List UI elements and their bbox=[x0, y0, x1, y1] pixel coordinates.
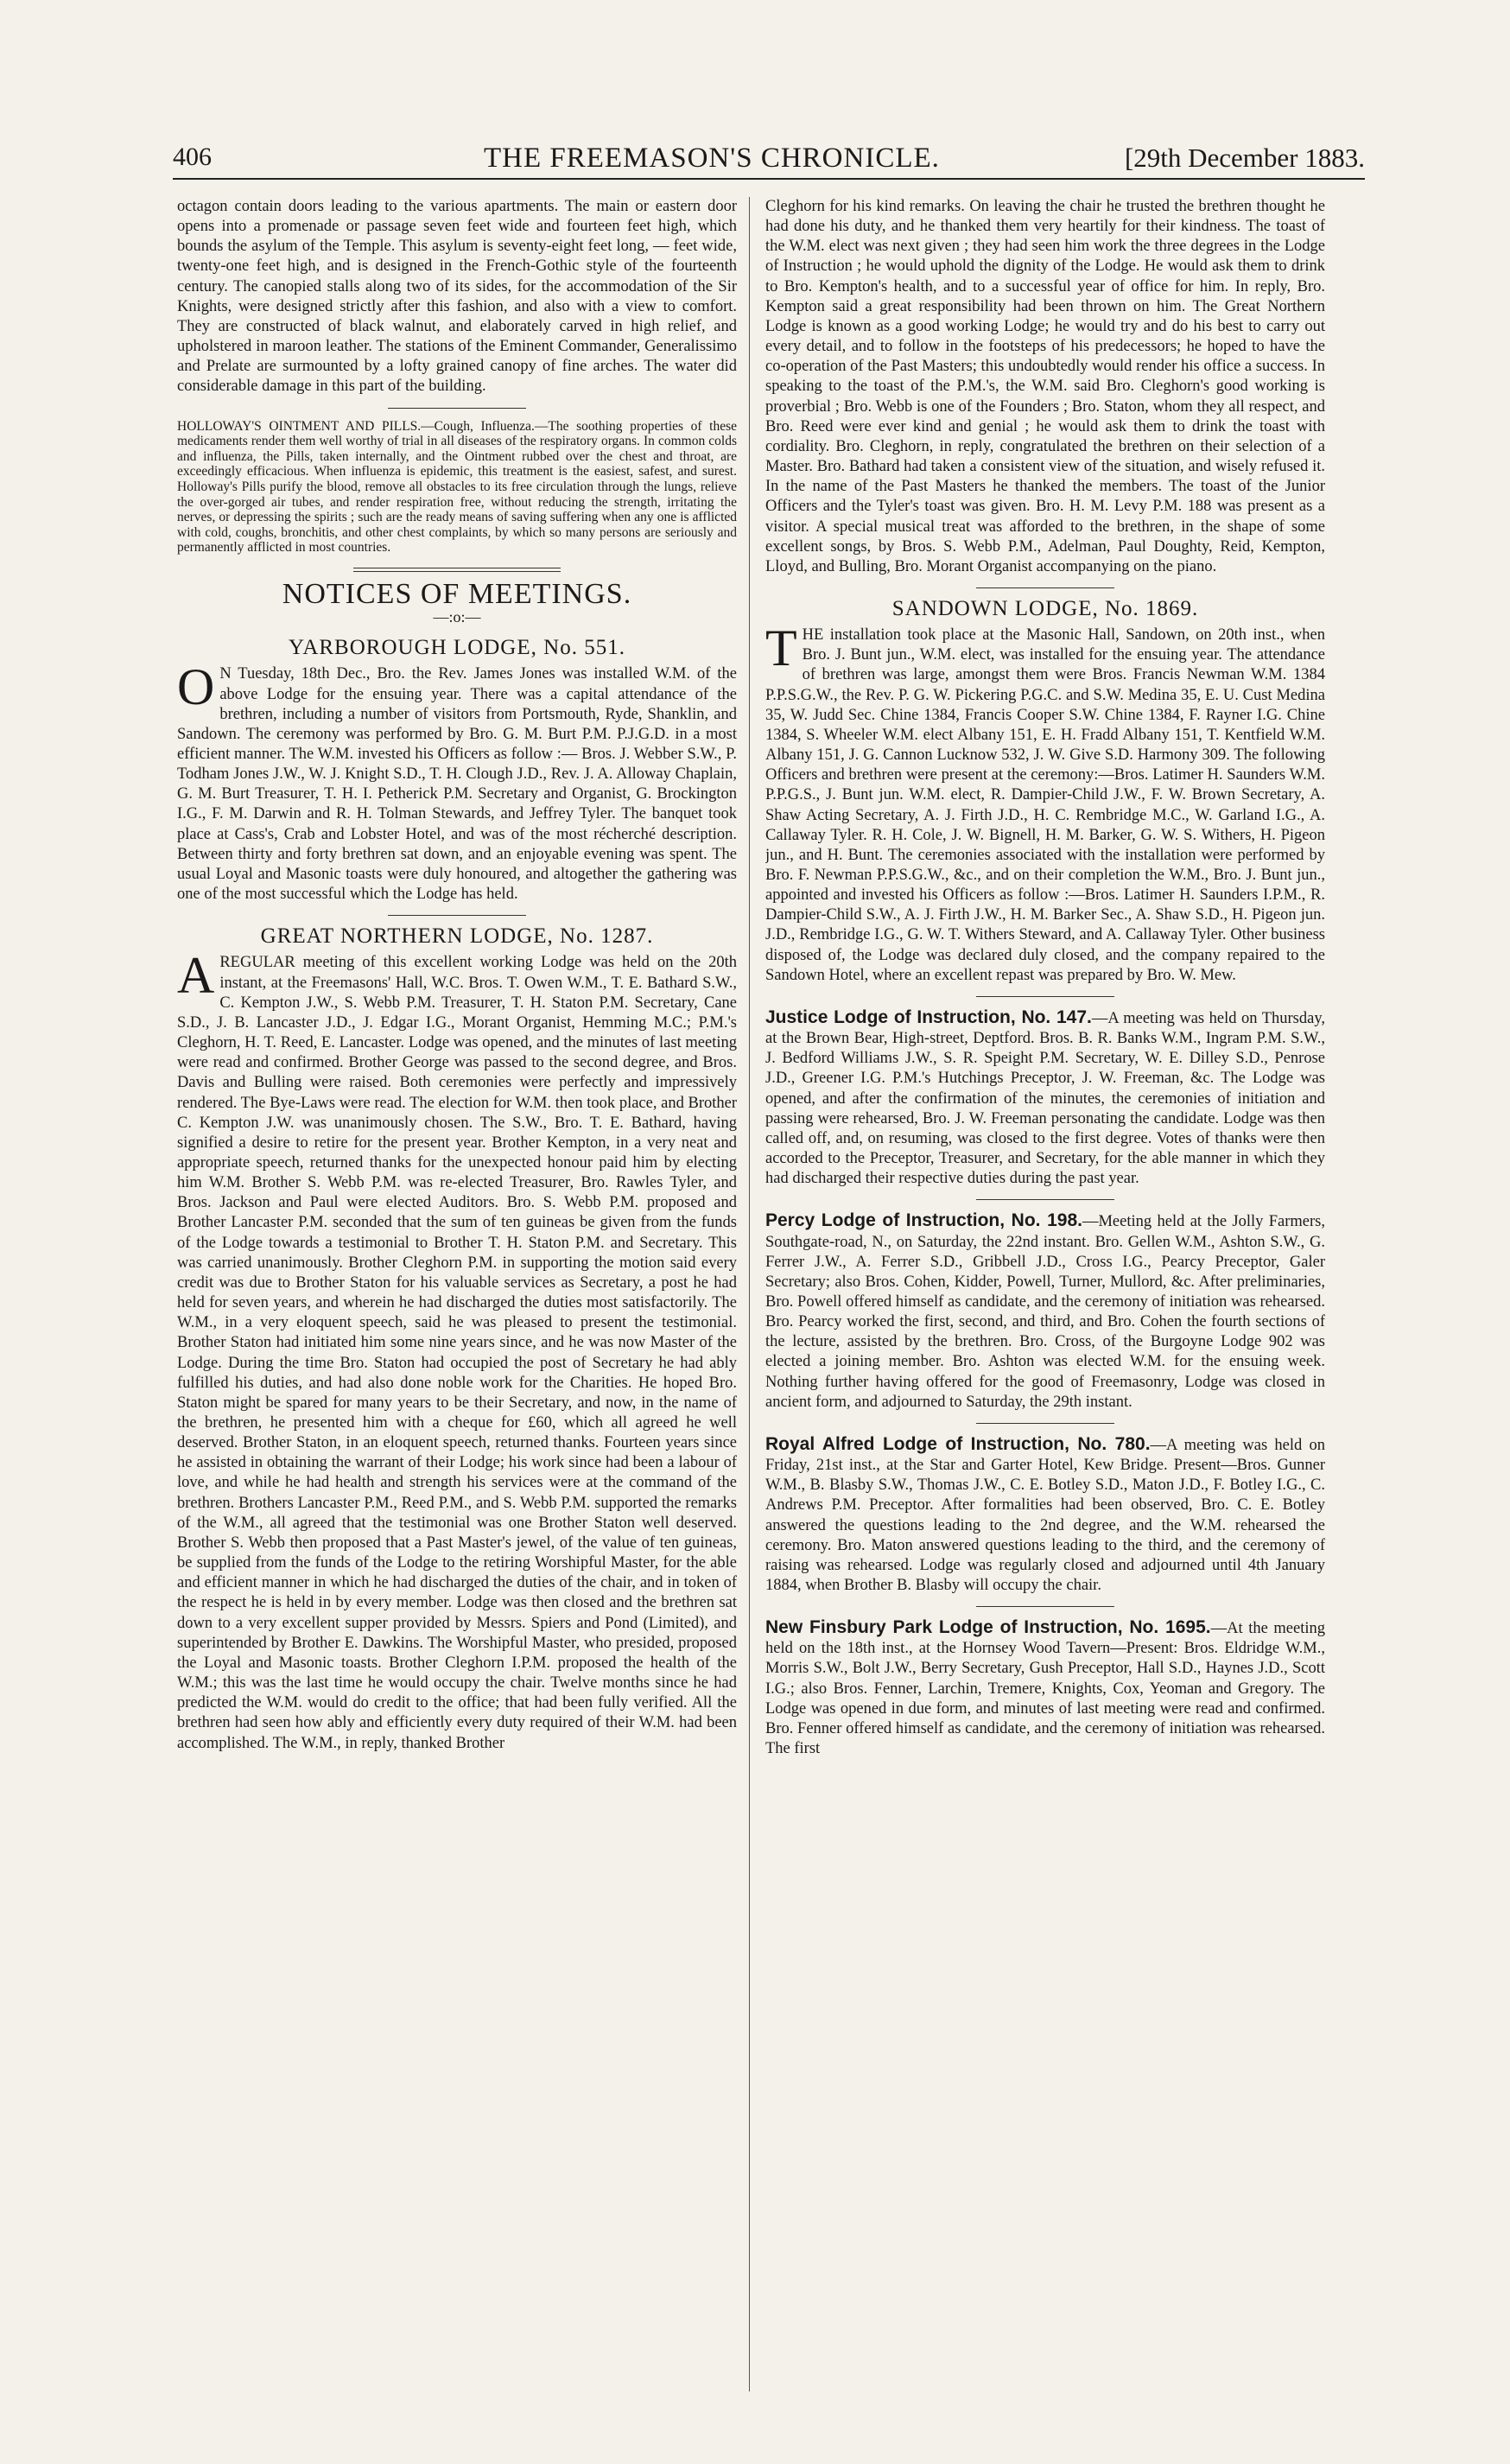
new-finsbury-park-text: —At the meeting held on the 18th inst., at the Hornsey Wood Tavern—Present: Bros. Eldridge W.M., Morris S.W., Bolt J.W., Berry Secretary, Gush Preceptor, Hall S.D., Haynes J.D., Scott I.G.; also Bros. Fenner, Larchin, Tremere, Knights, Cox, Yeoman and Gregory. The Lodge was opened in due form, and minutes of last meeting were read and confirmed. Bro. Fenner offered himself as candidate, and the ceremony of initiation was rehearsed. The first bbox=[765, 1620, 1325, 1758]
page-number: 406 bbox=[173, 143, 212, 171]
great-northern-lodge-report bbox=[177, 947, 737, 1753]
rule bbox=[388, 915, 526, 916]
royal-alfred-text: —A meeting was held on Friday, 21st inst., at the Star and Garter Hotel, Kew Bridge. Present—Bros. Gunner W.M., B. Blasby S.W., Thomas J.W., C. E. Botley S.D., Maton J.D., F. Botley I.G., C. Andrews P.M. Preceptor. After formalities had been observed, Bro. C. E. Botley answered the questions leading to the 2nd degree, and the W.M. rehearsed the ceremony. Bro. Maton answered questions leading to the third, and the ceremony of raising was rehearsed. Lodge was regularly closed and adjourned until 4th January 1884, when Brother B. Blasby will occupy the chair. bbox=[765, 1436, 1325, 1594]
holloway-advert: HOLLOWAY'S OINTMENT AND PILLS.—Cough, Influenza.—The soothing properties of these medicaments render them well worthy of trial in all diseases of the respiratory organs. In common colds and influenza, the Pills, taken internally, and the Ointment rubbed over the chest and throat, are exceedingly efficacious. When influenza is epidemic, this treatment is the easiest, safest, and surest. Holloway's Pills purify the blood, remove all obstacles to its free circulation through the lungs, relieve the over-gorged air tubes, and render respiration free, without reducing the strength, irritating the nerves, or depressing the spirits ; such are the ready means of saving suffering when any one is afflicted with cold, coughs, bronchitis, and other chest complaints, by which so many persons are seriously and permanently afflicted in most countries. bbox=[177, 418, 737, 556]
great-northern-text: REGULAR meeting of this excellent working Lodge was held on the 20th instant, at the Freemasons' Hall, W.C. Bros. T. Owen W.M., T. E. Bathard S.W., C. Kempton J.W., S. Webb P.M. Treasurer, T. H. Staton P.M. Secretary, Cane S.D., J. B. Lancaster J.D., J. Edgar I.G., Morant Organist, Hemming M.C.; P.M.'s Cleghorn, H. T. Reed, E. Lancaster. Lodge was opened, and the minutes of last meeting were read and confirmed. Brother George was passed to the second degree, and Bros. Davis and Bulling were raised. Both ceremonies were perfectly and impressively rendered. The Bye-Laws were read. The election for W.M. then took place, and Brother C. Kempton J.W. was unanimously chosen. The S.W., Bro. T. E. Bathard, having signified a desire to retire for the present year. Brother Kempton, in a very neat and appropriate speech, returned thanks for the unexpected honour paid him by electing him W.M. Brother S. Webb P.M. was re-elected Treasurer, Bro. Rawles Tyler, and Bros. Jackson and Paul were elected Auditors. Bro. S. Webb P.M. proposed and Brother Lancaster P.M. seconded that the sum of ten guineas be given from the funds of the Lodge towards a testimonial to Brother T. H. Staton P.M. and Secretary. This was carried unanimously. Brother Cleghorn P.M. in supporting the motion said every credit was due to Brother Staton for his valuable services as Secretary, a post he had held for seven years, and wherein he had discharged the duties most satisfactorily. The W.M., in a very eloquent speech, said he was pleased to present the testimonial. Brother Staton had initiated him some nine years since, and he was now Master of the Lodge. During the time Bro. Staton had occupied the post of Secretary he had ably fulfilled his duties, and had also done noble work for the Charities. He hoped Bro. Staton might be spared for many years to be their Secretary, and now, in the name of the brethren, he presented him with a cheque for £60, which all agreed he well deserved. Brother Staton, in an eloquent speech, returned thanks. Fourteen years since he assisted in obtaining the warrant of their Lodge; his work since had been a labour of love, and while he had health and strength his services were at the command of the brethren. Brothers Lancaster P.M., Reed P.M., and S. Webb P.M. supported the remarks of the W.M., all agreed that the testimonial was one Brother Staton well deserved. Brother S. Webb then proposed that a Past Master's jewel, of the value of ten guineas, be supplied from the funds of the Lodge to the retiring Worshipful Master, for the able and efficient manner in which he had discharged the duties of the chair, and in token of the respect he is held in by every member. Lodge was then closed and the brethren sat down to a very excellent supper provided by Messrs. Spiers and Pond (Limited), and superintended by Brother E. Dawkins. The Worshipful Master, who presided, proposed the Loyal and Masonic toasts. Brother Cleghorn I.P.M. proposed the health of the W.M.; this was the last time he would occupy the chair. Twelve months since he had predicted the W.M. would do credit to the office; that had been fully verified. All the brethren had seen how ably and efficiently every duty required of their W.M. had been accomplished. The W.M., in reply, thanked Brother bbox=[177, 954, 737, 1752]
newspaper-title: THE FREEMASON'S CHRONICLE. bbox=[484, 143, 940, 174]
sandown-lodge-heading: SANDOWN LODGE, No. 1869. bbox=[891, 596, 1199, 620]
rule bbox=[976, 1199, 1114, 1200]
royal-alfred-lodge-heading: Royal Alfred Lodge of Instruction, No. 780. bbox=[765, 1433, 1151, 1454]
new-finsbury-park-lodge-heading: New Finsbury Park Lodge of Instruction, No. 1695. bbox=[765, 1617, 1211, 1638]
rule bbox=[388, 408, 526, 409]
drop-cap: A bbox=[177, 947, 215, 1005]
notices-separator: —:o:— bbox=[433, 608, 481, 626]
notices-heading: NOTICES OF MEETINGS. bbox=[282, 577, 632, 610]
header-rule bbox=[173, 178, 1365, 180]
yarborough-lodge-heading: YARBOROUGH LODGE, No. 551. bbox=[289, 636, 625, 660]
rule bbox=[976, 587, 1114, 588]
great-northern-lodge-heading: GREAT NORTHERN LODGE, No. 1287. bbox=[260, 924, 654, 949]
left-column bbox=[177, 197, 737, 2391]
rule bbox=[976, 1423, 1114, 1424]
percy-text: —Meeting held at the Jolly Farmers, Southgate-road, N., on Saturday, the 22nd instant. Bro. Gellen W.M., Ashton S.W., G. Ferrer J.W., A. Ferrer S.D., Gribbell J.D., Cross I.G., Pearcy Preceptor, Galer Secretary; also Bros. Cohen, Kidder, Powell, Turner, Mullord, &c. After preliminaries, Bro. Powell offered himself as candidate, and the ceremony of initiation was rehearsed. Bro. Pearcy worked the first, second, and third, and Bro. Cohen the fourth sections of the lecture, assisted by the brethren. Bro. Cross, of the Burgoyne Lodge 902 was elected a joining member. Bro. Ashton was elected W.M. for the ensuing week. Nothing further having offered for the good of Freemasonry, Lodge was closed in ancient form, and adjourned to Saturday, the 29th instant. bbox=[765, 1213, 1325, 1411]
masthead bbox=[173, 143, 1365, 177]
new-finsbury-park-lodge-report bbox=[765, 1617, 1325, 1759]
percy-lodge-report bbox=[765, 1210, 1325, 1413]
justice-lodge-report bbox=[765, 1007, 1325, 1189]
right-column bbox=[765, 197, 1325, 2391]
yarborough-text: N Tuesday, 18th Dec., Bro. the Rev. James Jones was installed W.M. of the above Lodge for the ensuing year. There was a capital attendance of the brethren, including a number of visitors from Portsmouth, Ryde, Shanklin, and Sandown. The ceremony was performed by Bro. G. M. Burt P.M. P.J.G.D. in a most efficient manner. The W.M. invested his Officers as follow :— Bros. J. Webber S.W., P. Todham Jones J.W., W. J. Knight S.D., T. H. Clough J.D., Rev. J. A. Alloway Chaplain, G. M. Burt Treasurer, T. H. I. Petherick P.M. Secretary and Organist, G. Brockington I.G., F. M. Darwin and R. H. Tolman Stewards, and Jeffrey Tyler. The banquet took place at Cass's, Crab and Lobster Hotel, and was of the most récherché description. Between thirty and forty brethren sat down, and an enjoyable evening was spent. The usual Loyal and Masonic toasts were duly honoured, and altogether the gathering was one of the most successful which the Lodge has held. bbox=[177, 665, 737, 904]
justice-lodge-heading: Justice Lodge of Instruction, No. 147. bbox=[765, 1007, 1092, 1027]
great-northern-continued: Cleghorn for his kind remarks. On leaving the chair he trusted the brethren thought he had done his duty, and he thanked them very heartily for their kindness. The toast of the W.M. elect was next given ; they had seen him work the three degrees in the Lodge of Instruction ; he would uphold the dignity of the Lodge. He would ask them to drink to Bro. Kempton's health, and to a successful year of office for him. In reply, Bro. Kempton said a great responsibility had been thrown on him. The Great Northern Lodge is known as a good working Lodge; he would try and do his best to carry out every detail, and to follow in the footsteps of his predecessors; he hoped to have the co-operation of the Past Masters; this undoubtedly would render his office a success. In speaking to the toast of the P.M.'s, the W.M. said Bro. Cleghorn's good working is proverbial ; Bro. Webb is one of the Founders ; Bro. Staton, whom they all respect, and Bro. Reed were ever kind and genial ; he would ask them to drink the toast with cordiality. Bro. Cleghorn, in reply, congratulated the brethren on their selection of a Master. Bro. Bathard had taken a consistent view of the situation, and wisely refused it. In the name of the Past Masters he thanked the members. The toast of the Junior Officers and the Tyler's toast was given. Bro. H. M. Levy P.M. 188 was present as a visitor. A special musical treat was afforded to the brethren, in the shape of some excellent songs, by Bros. S. Webb P.M., Adelman, Paul Doughty, Reid, Kempton, Lloyd, and Bulling, Bro. Morant Organist accompanying on the piano. bbox=[765, 198, 1325, 575]
percy-lodge-heading: Percy Lodge of Instruction, No. 198. bbox=[765, 1210, 1082, 1231]
drop-cap: T bbox=[765, 619, 797, 677]
rule bbox=[976, 1606, 1114, 1607]
drop-cap: O bbox=[177, 658, 215, 716]
yarborough-lodge-report bbox=[177, 658, 737, 905]
column-divider bbox=[749, 197, 750, 2391]
rule bbox=[976, 996, 1114, 997]
double-rule bbox=[353, 568, 561, 572]
temple-description: octagon contain doors leading to the various apartments. The main or eastern door opens into a promenade or passage seven feet wide and fourteen feet high, which bounds the asylum of the Temple. This asylum is seventy-eight feet long, — feet wide, twenty-one feet high, and is designed in the French-Gothic style of the fourteenth century. The canopied stalls along two of its sides, for the accommodation of the Sir Knights, were designed strictly after this fashion, and also with a view to comfort. They are constructed of black walnut, and elaborately carved in high relief, and upholstered in maroon leather. The stations of the Eminent Commander, Generalissimo and Prelate are surmounted by a lofty grained canopy of fine arches. The water did considerable damage in this part of the building. bbox=[177, 198, 737, 396]
royal-alfred-lodge-report bbox=[765, 1434, 1325, 1596]
sandown-text: HE installation took place at the Masonic Hall, Sandown, on 20th inst., when Bro. J. Bunt jun., W.M. elect, was installed for the ensuing year. The attendance of brethren was large, amongst them were Bros. Francis Newman W.M. 1384 P.P.S.G.W., the Rev. P. G. W. Pickering P.G.C. and S.W. Medina 35, E. U. Cust Medina 35, W. Judd Sec. Chine 1384, Francis Cooper S.W. Chine 1384, F. Rayner I.G. Chine 1384, S. Wheeler W.M. elect Albany 151, E. H. Fradd Albany 151, T. Kentfield W.M. Albany 151, J. G. Cannon Lucknow 532, J. W. Give S.D. Harmony 309. The following Officers and brethren were present at the ceremony:—Bros. Latimer H. Saunders W.M. P.P.G.S., J. Bunt jun. W.M. elect, R. Dampier-Child J.W., F. W. Brown Secretary, A. Shaw Acting Secretary, A. J. Firth J.D., H. C. Rembridge M.C., W. Garland I.G., A. Callaway Tyler. R. H. Cole, J. W. Bignell, H. M. Barker, G. W. S. Withers, H. Pigeon jun., and H. Bunt. The ceremonies associated with the installation were performed by Bro. F. Newman P.P.S.G.W., &c., and on their completion the W.M., Bro. J. Bunt jun., appointed and invested his Officers as follow :—Bros. Latimer H. Saunders I.P.M., R. Dampier-Child S.W., A. J. Firth J.W., H. M. Barker Sec., A. Shaw S.D., H. Pigeon jun. J.D., Rembridge I.G., G. W. T. Withers Steward, and A. Callaway Tyler. Other business disposed of, the Lodge was declared duly closed, and the company repaired to the Sandown Hotel, where an excellent repast was prepared by Bro. W. Mew. bbox=[765, 626, 1325, 984]
justice-text: —A meeting was held on Thursday, at the Brown Bear, High-street, Deptford. Bros. B. R. Banks W.M., Ingram P.M. S.W., J. Bedford Williams J.W., S. R. Speight P.M. Secretary, W. E. Dilley S.D., Penrose J.D., Greener I.G. P.M.'s Hutchings Preceptor, J. W. Freeman, &c. The Lodge was opened, and after the confirmation of the minutes, the ceremonies of initiation and passing were rehearsed, Bro. J. W. Freeman personating the candidate. Lodge was then called off, and, on resuming, was closed to the first degree. Votes of thanks were then accorded to the Preceptor, Treasurer, and Secretary, for the able manner in which they had discharged their respective duties during the past year. bbox=[765, 1009, 1325, 1188]
sandown-lodge-report bbox=[765, 619, 1325, 986]
issue-date: [29th December 1883. bbox=[1124, 143, 1365, 173]
